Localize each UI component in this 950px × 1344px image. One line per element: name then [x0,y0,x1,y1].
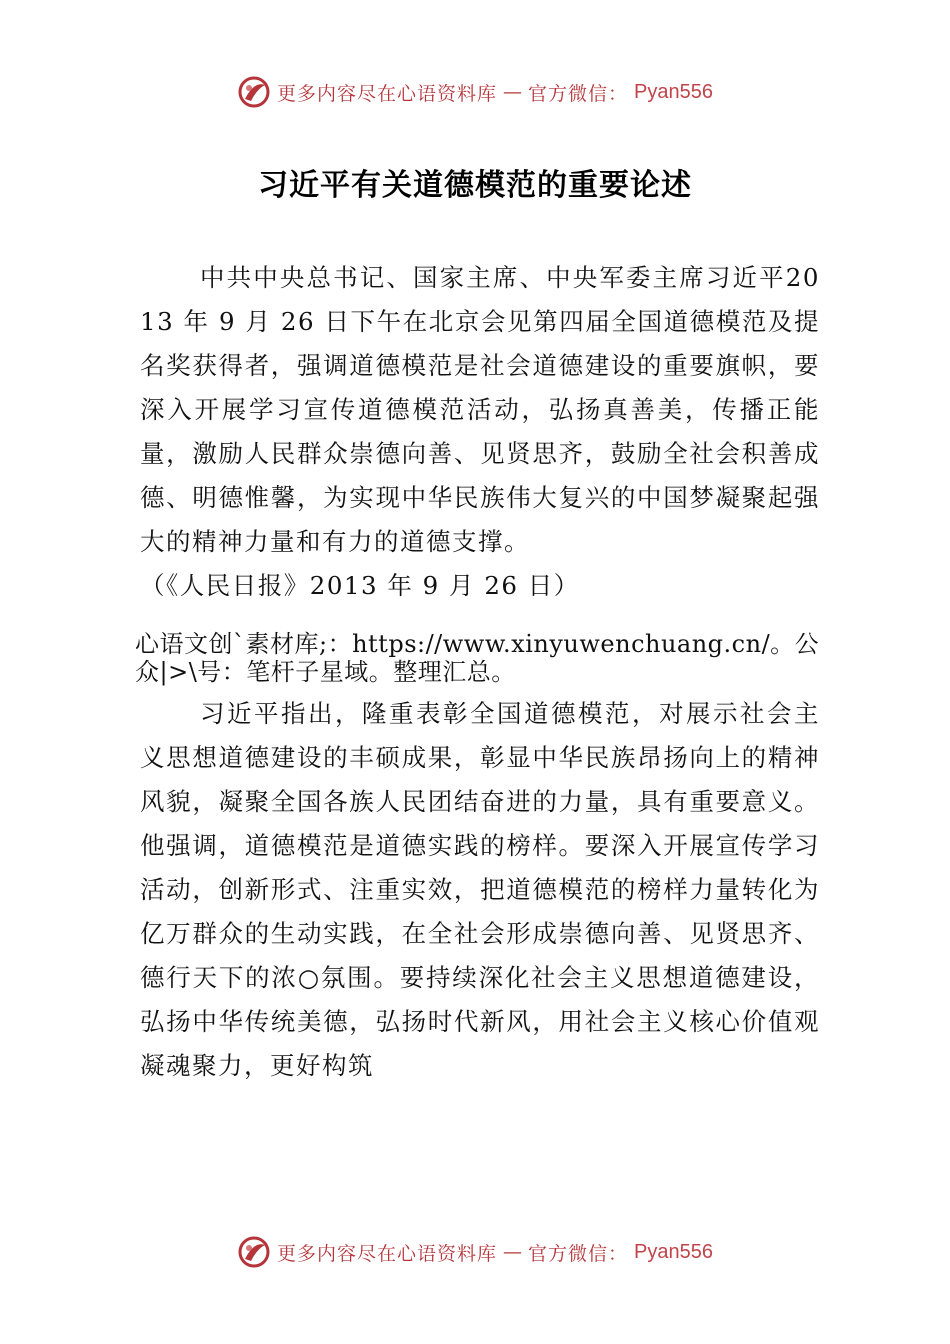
banner-separator: — [503,81,523,103]
note-line: 心语文创`素材库;：https://www.xinyuwenchuang.cn/。公众|>\号：笔杆子星域。整理汇总。 [135,630,820,686]
wechat-id: Pyan556 [634,1240,713,1263]
banner-label: 官方微信： [528,1242,629,1265]
header-banner [0,72,950,112]
paragraph-1 [140,256,820,608]
page-title: 习近平有关道德模范的重要论述 [258,168,692,203]
logo-icon [237,1235,271,1269]
banner-text: 更多内容尽在心语资料库 [277,82,498,105]
banner-text: 更多内容尽在心语资料库 [277,1242,498,1265]
logo-icon [237,75,271,109]
banner-label: 官方微信： [528,82,629,105]
wechat-id: Pyan556 [634,80,713,103]
banner-separator: — [503,1241,523,1263]
paragraph-2: 习近平指出，隆重表彰全国道德模范，对展示社会主义思想道德建设的丰硕成果，彰显中华民族昂扬向上的精神风貌，凝聚全国各族人民团结奋进的力量，具有重要意义。他强调，道德模范是道德实践的榜样。要深入开展宣传学习活动，创新形式、注重实效，把道德模范的榜样力量转化为亿万群众的生动实践，在全社会形成崇德向善、见贤思齐、德行天下的浓○氛围。要持续深化社会主义思想道德建设，弘扬中华传统美德，弘扬时代新风，用社会主义核心价值观凝魂聚力，更好构筑 [140,699,820,1080]
source-citation: （《人民日报》2013 年 9 月 26 日） [140,571,580,600]
paragraph-1-text: 中共中央总书记、国家主席、中央军委主席习近平2013 年 9 月 26 日下午在北京会见第四届全国道德模范及提名奖获得者，强调道德模范是社会道德建设的重要旗帜，要深入开展学习宣传道德模范活动，弘扬真善美，传播正能量，激励人民群众崇德向善、见贤思齐，鼓励全社会积善成德、明德惟馨，为实现中华民族伟大复兴的中国梦凝聚起强大的精神力量和有力的道德支撑。 [140,263,820,556]
footer-banner [0,1232,950,1272]
